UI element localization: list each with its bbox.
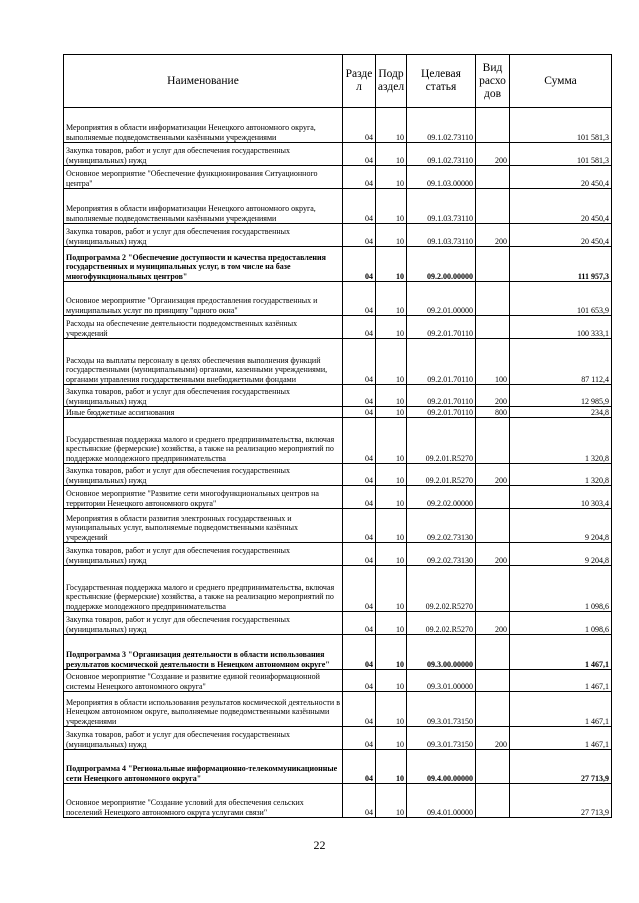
row-type-cell: 200 bbox=[476, 224, 510, 247]
row-sum-cell: 101 581,3 bbox=[510, 143, 612, 166]
row-target-cell: 09.2.00.00000 bbox=[407, 247, 476, 282]
row-sum-cell: 111 957,3 bbox=[510, 247, 612, 282]
row-name-cell: Мероприятия в области информатизации Ненецкого автономного округа, выполняемые подведомственными казёнными учреждениями bbox=[64, 108, 343, 143]
table-row bbox=[64, 612, 612, 635]
row-target-cell: 09.3.00.00000 bbox=[407, 635, 476, 670]
row-subsection-cell: 10 bbox=[376, 464, 407, 486]
row-name-cell: Государственная поддержка малого и среднего предпринимательства, включая крестьянские (фермерские) хозяйства, а также на реализацию мероприятий по поддержке молодежного предпринимательства bbox=[64, 566, 343, 612]
header-sum: Сумма bbox=[510, 55, 612, 108]
row-subsection-cell: 10 bbox=[376, 407, 407, 418]
row-subsection-cell: 10 bbox=[376, 784, 407, 818]
row-target-cell: 09.2.01.70110 bbox=[407, 339, 476, 385]
row-subsection-cell: 10 bbox=[376, 108, 407, 143]
row-section-cell: 04 bbox=[343, 224, 376, 247]
table-row bbox=[64, 143, 612, 166]
table-row bbox=[64, 224, 612, 247]
row-sum-cell: 1 467,1 bbox=[510, 692, 612, 727]
row-target-cell: 09.2.01.70110 bbox=[407, 385, 476, 407]
row-target-cell: 09.3.01.00000 bbox=[407, 670, 476, 692]
row-name-cell: Подпрограмма 2 "Обеспечение доступности и качества предоставления государственных и муниципальных услуг, в том числе на базе многофункциональных центров" bbox=[64, 247, 343, 282]
table-row bbox=[64, 509, 612, 543]
row-target-cell: 09.4.01.00000 bbox=[407, 784, 476, 818]
row-subsection-cell: 10 bbox=[376, 339, 407, 385]
row-subsection-cell: 10 bbox=[376, 486, 407, 509]
row-sum-cell: 20 450,4 bbox=[510, 224, 612, 247]
row-target-cell: 09.2.01.70110 bbox=[407, 316, 476, 339]
table-row bbox=[64, 282, 612, 316]
row-target-cell: 09.2.02.73130 bbox=[407, 543, 476, 566]
row-subsection-cell: 10 bbox=[376, 692, 407, 727]
row-section-cell: 04 bbox=[343, 418, 376, 464]
table-row bbox=[64, 316, 612, 339]
row-target-cell: 09.2.02.00000 bbox=[407, 486, 476, 509]
row-sum-cell: 27 713,9 bbox=[510, 784, 612, 818]
row-section-cell: 04 bbox=[343, 108, 376, 143]
row-type-cell bbox=[476, 316, 510, 339]
table-row bbox=[64, 750, 612, 784]
row-type-cell: 200 bbox=[476, 385, 510, 407]
row-name-cell: Подпрограмма 4 "Региональные информационно-телекоммуникационные сети Ненецкого автономного округа" bbox=[64, 750, 343, 784]
header-name: Наименование bbox=[64, 55, 343, 108]
row-name-cell: Основное мероприятие "Организация предоставления государственных и муниципальных услуг по принципу "одного окна" bbox=[64, 282, 343, 316]
page-number: 22 bbox=[313, 838, 326, 852]
table-body bbox=[64, 108, 612, 818]
row-section-cell: 04 bbox=[343, 509, 376, 543]
row-target-cell: 09.2.02.R5270 bbox=[407, 566, 476, 612]
row-target-cell: 09.3.01.73150 bbox=[407, 727, 476, 750]
row-name-cell: Закупка товаров, работ и услуг для обеспечения государственных (муниципальных) нужд bbox=[64, 464, 343, 486]
row-sum-cell: 100 333,1 bbox=[510, 316, 612, 339]
row-type-cell: 200 bbox=[476, 727, 510, 750]
row-section-cell: 04 bbox=[343, 727, 376, 750]
row-type-cell: 800 bbox=[476, 407, 510, 418]
row-type-cell: 200 bbox=[476, 612, 510, 635]
row-target-cell: 09.2.01.R5270 bbox=[407, 464, 476, 486]
row-section-cell: 04 bbox=[343, 407, 376, 418]
row-section-cell: 04 bbox=[343, 166, 376, 189]
row-name-cell: Иные бюджетные ассигнования bbox=[64, 407, 343, 418]
table-row bbox=[64, 486, 612, 509]
row-type-cell: 200 bbox=[476, 143, 510, 166]
table-row bbox=[64, 543, 612, 566]
row-section-cell: 04 bbox=[343, 635, 376, 670]
row-section-cell: 04 bbox=[343, 670, 376, 692]
row-sum-cell: 27 713,9 bbox=[510, 750, 612, 784]
row-section-cell: 04 bbox=[343, 385, 376, 407]
row-subsection-cell: 10 bbox=[376, 750, 407, 784]
row-sum-cell: 1 467,1 bbox=[510, 727, 612, 750]
row-section-cell: 04 bbox=[343, 566, 376, 612]
row-subsection-cell: 10 bbox=[376, 543, 407, 566]
row-sum-cell: 20 450,4 bbox=[510, 166, 612, 189]
table-row bbox=[64, 727, 612, 750]
row-target-cell: 09.2.01.70110 bbox=[407, 407, 476, 418]
row-subsection-cell: 10 bbox=[376, 247, 407, 282]
row-name-cell: Закупка товаров, работ и услуг для обеспечения государственных (муниципальных) нужд bbox=[64, 385, 343, 407]
row-sum-cell: 1 467,1 bbox=[510, 670, 612, 692]
table-row bbox=[64, 566, 612, 612]
row-section-cell: 04 bbox=[343, 612, 376, 635]
row-name-cell: Закупка товаров, работ и услуг для обеспечения государственных (муниципальных) нужд bbox=[64, 727, 343, 750]
row-type-cell bbox=[476, 784, 510, 818]
row-name-cell: Государственная поддержка малого и среднего предпринимательства, включая крестьянские (фермерские) хозяйства, а также на реализацию мероприятий по поддержке молодежного предпринимательства bbox=[64, 418, 343, 464]
row-target-cell: 09.1.03.73110 bbox=[407, 224, 476, 247]
table-row bbox=[64, 108, 612, 143]
row-target-cell: 09.3.01.73150 bbox=[407, 692, 476, 727]
row-sum-cell: 12 985,9 bbox=[510, 385, 612, 407]
row-section-cell: 04 bbox=[343, 282, 376, 316]
row-section-cell: 04 bbox=[343, 464, 376, 486]
row-type-cell bbox=[476, 189, 510, 224]
row-subsection-cell: 10 bbox=[376, 635, 407, 670]
table-row bbox=[64, 407, 612, 418]
row-subsection-cell: 10 bbox=[376, 418, 407, 464]
table-row bbox=[64, 385, 612, 407]
header-section: Разде л bbox=[343, 55, 376, 108]
row-target-cell: 09.1.03.00000 bbox=[407, 166, 476, 189]
row-sum-cell: 87 112,4 bbox=[510, 339, 612, 385]
row-section-cell: 04 bbox=[343, 692, 376, 727]
row-name-cell: Основное мероприятие "Создание условий для обеспечения сельских поселений Ненецкого автономного округа услугами связи" bbox=[64, 784, 343, 818]
row-subsection-cell: 10 bbox=[376, 509, 407, 543]
budget-table bbox=[63, 54, 612, 818]
row-type-cell bbox=[476, 670, 510, 692]
row-sum-cell: 101 653,9 bbox=[510, 282, 612, 316]
row-name-cell: Закупка товаров, работ и услуг для обеспечения государственных (муниципальных) нужд bbox=[64, 612, 343, 635]
row-section-cell: 04 bbox=[343, 784, 376, 818]
row-sum-cell: 1 098,6 bbox=[510, 612, 612, 635]
row-name-cell: Основное мероприятие "Обеспечение функционирования Ситуационного центра" bbox=[64, 166, 343, 189]
row-subsection-cell: 10 bbox=[376, 189, 407, 224]
table-row bbox=[64, 418, 612, 464]
row-section-cell: 04 bbox=[343, 339, 376, 385]
row-sum-cell: 1 098,6 bbox=[510, 566, 612, 612]
header-subsection: Подр аздел bbox=[376, 55, 407, 108]
row-type-cell bbox=[476, 635, 510, 670]
row-sum-cell: 1 467,1 bbox=[510, 635, 612, 670]
row-subsection-cell: 10 bbox=[376, 612, 407, 635]
row-name-cell: Мероприятия в области информатизации Ненецкого автономного округа, выполняемые подведомственными казёнными учреждениями bbox=[64, 189, 343, 224]
row-sum-cell: 9 204,8 bbox=[510, 543, 612, 566]
row-subsection-cell: 10 bbox=[376, 143, 407, 166]
row-subsection-cell: 10 bbox=[376, 385, 407, 407]
row-type-cell bbox=[476, 247, 510, 282]
row-type-cell bbox=[476, 166, 510, 189]
row-type-cell bbox=[476, 692, 510, 727]
row-subsection-cell: 10 bbox=[376, 670, 407, 692]
table-row bbox=[64, 166, 612, 189]
row-sum-cell: 1 320,8 bbox=[510, 418, 612, 464]
table-row bbox=[64, 189, 612, 224]
row-target-cell: 09.2.01.00000 bbox=[407, 282, 476, 316]
row-section-cell: 04 bbox=[343, 247, 376, 282]
table-row bbox=[64, 635, 612, 670]
row-type-cell bbox=[476, 282, 510, 316]
table-header-row bbox=[64, 55, 612, 108]
row-subsection-cell: 10 bbox=[376, 224, 407, 247]
row-type-cell: 100 bbox=[476, 339, 510, 385]
row-type-cell bbox=[476, 509, 510, 543]
row-name-cell: Расходы на выплаты персоналу в целях обеспечения выполнения функций государственными (муниципальными) органами, казенными учреждениями, органами управления государственными внебюджетными фондами bbox=[64, 339, 343, 385]
row-target-cell: 09.1.02.73110 bbox=[407, 143, 476, 166]
row-target-cell: 09.2.02.R5270 bbox=[407, 612, 476, 635]
table-row bbox=[64, 670, 612, 692]
row-subsection-cell: 10 bbox=[376, 727, 407, 750]
row-type-cell bbox=[476, 486, 510, 509]
row-target-cell: 09.4.00.00000 bbox=[407, 750, 476, 784]
table-row bbox=[64, 339, 612, 385]
row-section-cell: 04 bbox=[343, 543, 376, 566]
row-type-cell bbox=[476, 566, 510, 612]
row-name-cell: Расходы на обеспечение деятельности подведомственных казённых учреждений bbox=[64, 316, 343, 339]
row-name-cell: Основное мероприятие "Развитие сети многофункциональных центров на территории Ненецкого автономного округа" bbox=[64, 486, 343, 509]
row-type-cell bbox=[476, 418, 510, 464]
row-target-cell: 09.1.02.73110 bbox=[407, 108, 476, 143]
row-name-cell: Мероприятия в области развития электронных государственных и муниципальных услуг, выполняемые подведомственными казённых учреждений bbox=[64, 509, 343, 543]
table-row bbox=[64, 692, 612, 727]
row-sum-cell: 101 581,3 bbox=[510, 108, 612, 143]
row-type-cell bbox=[476, 108, 510, 143]
row-subsection-cell: 10 bbox=[376, 166, 407, 189]
header-target: Целевая статья bbox=[407, 55, 476, 108]
row-target-cell: 09.2.02.73130 bbox=[407, 509, 476, 543]
header-type: Вид расхо дов bbox=[476, 55, 510, 108]
row-section-cell: 04 bbox=[343, 316, 376, 339]
row-name-cell: Мероприятия в области использования результатов космической деятельности в Ненецком автономном округе, выполняемые подведомственными казёнными учреждениями bbox=[64, 692, 343, 727]
row-subsection-cell: 10 bbox=[376, 282, 407, 316]
row-section-cell: 04 bbox=[343, 189, 376, 224]
row-sum-cell: 234,8 bbox=[510, 407, 612, 418]
row-name-cell: Основное мероприятие "Создание и развитие единой геоинформационной системы Ненецкого автономного округа" bbox=[64, 670, 343, 692]
row-section-cell: 04 bbox=[343, 143, 376, 166]
row-type-cell: 200 bbox=[476, 543, 510, 566]
row-sum-cell: 20 450,4 bbox=[510, 189, 612, 224]
row-name-cell: Подпрограмма 3 "Организация деятельности в области использования результатов космической деятельности в Ненецком автономном округе" bbox=[64, 635, 343, 670]
row-subsection-cell: 10 bbox=[376, 566, 407, 612]
row-subsection-cell: 10 bbox=[376, 316, 407, 339]
row-sum-cell: 1 320,8 bbox=[510, 464, 612, 486]
row-name-cell: Закупка товаров, работ и услуг для обеспечения государственных (муниципальных) нужд bbox=[64, 224, 343, 247]
row-sum-cell: 9 204,8 bbox=[510, 509, 612, 543]
table-row bbox=[64, 784, 612, 818]
row-name-cell: Закупка товаров, работ и услуг для обеспечения государственных (муниципальных) нужд bbox=[64, 543, 343, 566]
table-row bbox=[64, 464, 612, 486]
table-row bbox=[64, 247, 612, 282]
row-target-cell: 09.1.03.73110 bbox=[407, 189, 476, 224]
row-target-cell: 09.2.01.R5270 bbox=[407, 418, 476, 464]
row-type-cell: 200 bbox=[476, 464, 510, 486]
row-section-cell: 04 bbox=[343, 750, 376, 784]
row-type-cell bbox=[476, 750, 510, 784]
row-name-cell: Закупка товаров, работ и услуг для обеспечения государственных (муниципальных) нужд bbox=[64, 143, 343, 166]
row-sum-cell: 10 303,4 bbox=[510, 486, 612, 509]
row-section-cell: 04 bbox=[343, 486, 376, 509]
